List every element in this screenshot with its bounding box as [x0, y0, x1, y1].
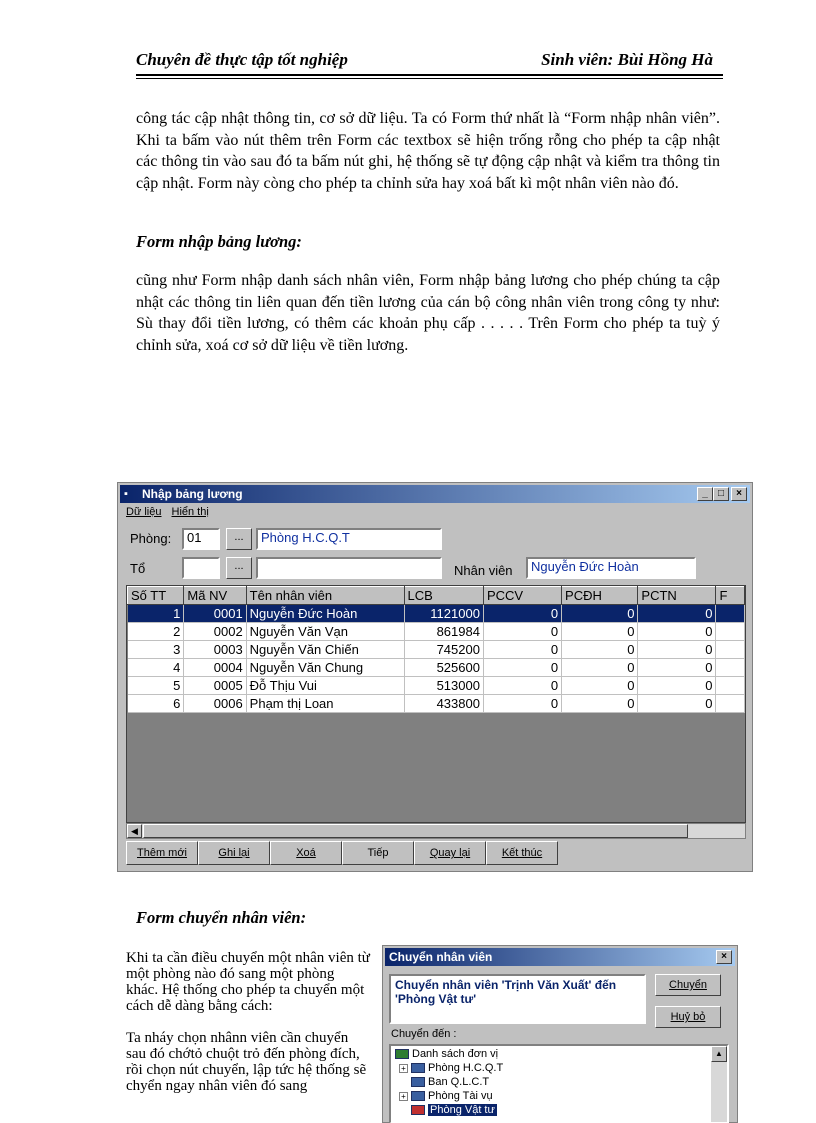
paragraph-intro: công tác cập nhật thông tin, cơ sở dữ liệu. Ta có Form thứ nhất là “Form nhập nhân viên”. Khi ta bấm vào nút thêm trên Form các textbox sẽ hiện trống rỗng cho phép ta cập nhật các thông tin vào sau đó ta bấm nút ghi, hệ thống sẽ tự động cập nhật và kiểm tra thông tin cập nhật. Form này còng cho phép ta chỉnh sửa hay xoá bất kì một nhân viên nào đó.: [136, 110, 720, 192]
col-ten[interactable]: Tên nhân viên: [246, 587, 404, 605]
header-title: Chuyên đề thực tập tốt nghiệp: [136, 50, 348, 69]
menu-bar: [126, 506, 209, 518]
horizontal-scrollbar[interactable]: [126, 823, 746, 839]
tree-node[interactable]: + Phòng H.C.Q.T: [399, 1062, 503, 1074]
window-title: Chuyển nhân viên: [389, 950, 493, 964]
destination-label: Chuyển đến :: [391, 1028, 457, 1040]
window-titlebar[interactable]: [385, 948, 735, 966]
save-button[interactable]: Ghi lại: [198, 841, 270, 865]
nhanvien-field[interactable]: Nguyễn Đức Hoàn: [526, 557, 696, 579]
department-tree[interactable]: [389, 1044, 729, 1123]
salary-table: [127, 586, 745, 713]
header-rule: [136, 74, 723, 76]
maximize-button[interactable]: □: [713, 487, 729, 501]
add-new-button[interactable]: Thêm mới: [126, 841, 198, 865]
to-code-field[interactable]: [182, 557, 220, 579]
col-pccv[interactable]: PCCV: [483, 587, 561, 605]
to-browse-button[interactable]: ...: [226, 557, 252, 579]
tree-node-root[interactable]: Danh sách đơn vị: [395, 1048, 498, 1060]
phong-label: Phòng:: [130, 531, 172, 546]
folder-icon: [411, 1091, 425, 1101]
table-row[interactable]: 3 0003 Nguyễn Văn Chiến 745200 0 0 0: [128, 641, 745, 659]
phong-browse-button[interactable]: ...: [226, 528, 252, 550]
col-more[interactable]: F: [716, 587, 745, 605]
cancel-button[interactable]: Huỷ bỏ: [655, 1006, 721, 1028]
folder-icon: [411, 1077, 425, 1087]
table-row[interactable]: 6 0006 Phạm thị Loan 433800 0 0 0: [128, 695, 745, 713]
transfer-button[interactable]: Chuyển: [655, 974, 721, 996]
heading-salary-form: Form nhập bảng lương:: [136, 232, 302, 251]
next-button[interactable]: Tiếp: [342, 841, 414, 865]
tree-node[interactable]: Ban Q.L.C.T: [411, 1076, 489, 1088]
scroll-left-icon[interactable]: ◀: [127, 824, 142, 838]
expand-icon[interactable]: +: [399, 1092, 408, 1101]
to-label: Tổ: [130, 561, 146, 576]
scroll-up-icon[interactable]: ▲: [711, 1046, 727, 1062]
scroll-thumb[interactable]: [143, 824, 688, 838]
table-header-row: [128, 587, 745, 605]
transfer-employee-window: [382, 945, 738, 1123]
table-row[interactable]: 2 0002 Nguyễn Văn Vạn 861984 0 0 0: [128, 623, 745, 641]
col-pctn[interactable]: PCTN: [638, 587, 716, 605]
header-author: Sinh viên: Bùi Hồng Hà: [541, 50, 713, 69]
to-name-field[interactable]: [256, 557, 442, 579]
back-button[interactable]: Quay lại: [414, 841, 486, 865]
transfer-message: Chuyển nhân viên 'Trịnh Văn Xuất' đến 'Phòng Vật tư': [389, 974, 646, 1024]
col-lcb[interactable]: LCB: [404, 587, 483, 605]
tree-node-selected[interactable]: Phòng Vật tư: [411, 1104, 497, 1116]
vertical-scrollbar[interactable]: [711, 1046, 727, 1122]
menu-data[interactable]: Dữ liệu: [126, 506, 162, 518]
col-pcdh[interactable]: PCĐH: [562, 587, 638, 605]
col-stt[interactable]: Số TT: [128, 587, 184, 605]
tree-root-icon: [395, 1049, 409, 1059]
table-row[interactable]: 4 0004 Nguyễn Văn Chung 525600 0 0 0: [128, 659, 745, 677]
table-row[interactable]: 5 0005 Đỗ Thịu Vui 513000 0 0 0: [128, 677, 745, 695]
tree-node[interactable]: + Phòng Tài vụ: [399, 1090, 493, 1102]
close-button[interactable]: ×: [731, 487, 747, 501]
close-button[interactable]: ×: [716, 950, 732, 964]
action-buttons: [126, 841, 558, 865]
paragraph-transfer-1: Khi ta cần điều chuyển một nhân viên từ một phòng nào đó sang một phòng khác. Hệ thống cho phép ta chuyển một cách dễ dàng bằng cách:: [126, 950, 370, 1014]
paragraph-transfer-2: Ta nháy chọn nhânn viên cần chuyển sau đó chớtỏ chuột trỏ đến phòng đích, rồi chọn nút chuyển, lập tức hệ thống sẽ chyển ngay nhân viên đó sang: [126, 1030, 367, 1094]
salary-entry-window: [117, 482, 753, 872]
delete-button[interactable]: Xoá: [270, 841, 342, 865]
phong-name-field[interactable]: Phòng H.C.Q.T: [256, 528, 442, 550]
folder-icon: [411, 1105, 425, 1115]
nhanvien-label: Nhân viên: [454, 563, 513, 578]
phong-code-field[interactable]: 01: [182, 528, 220, 550]
window-titlebar[interactable]: [120, 485, 750, 503]
table-row[interactable]: 1 0001 Nguyễn Đức Hoàn 1121000 0 0 0: [128, 605, 745, 623]
heading-transfer-form: Form chuyển nhân viên:: [136, 908, 307, 927]
page-header: [136, 50, 723, 80]
header-rule-thin: [136, 78, 723, 79]
salary-grid[interactable]: [126, 585, 746, 823]
exit-button[interactable]: Kết thúc: [486, 841, 558, 865]
menu-view[interactable]: Hiển thị: [171, 506, 209, 518]
col-manv[interactable]: Mã NV: [184, 587, 246, 605]
window-title: Nhập bảng lương: [142, 487, 243, 501]
minimize-button[interactable]: _: [697, 487, 713, 501]
folder-icon: [411, 1063, 425, 1073]
app-icon: ▪: [124, 488, 128, 500]
expand-icon[interactable]: +: [399, 1064, 408, 1073]
paragraph-salary-form: cũng như Form nhập danh sách nhân viên, Form nhập bảng lương cho phép chúng ta cập nhật các thông tin liên quan đến tiền lương của cán bộ công nhân viên trong công ty như: Sù thay đổi tiền lương, có thêm các khoản phụ cấp . . . . . Trên Form cho phép ta tuỳ ý chỉnh sửa, xoá cơ sở dữ liệu về tiền lương.: [136, 272, 720, 354]
